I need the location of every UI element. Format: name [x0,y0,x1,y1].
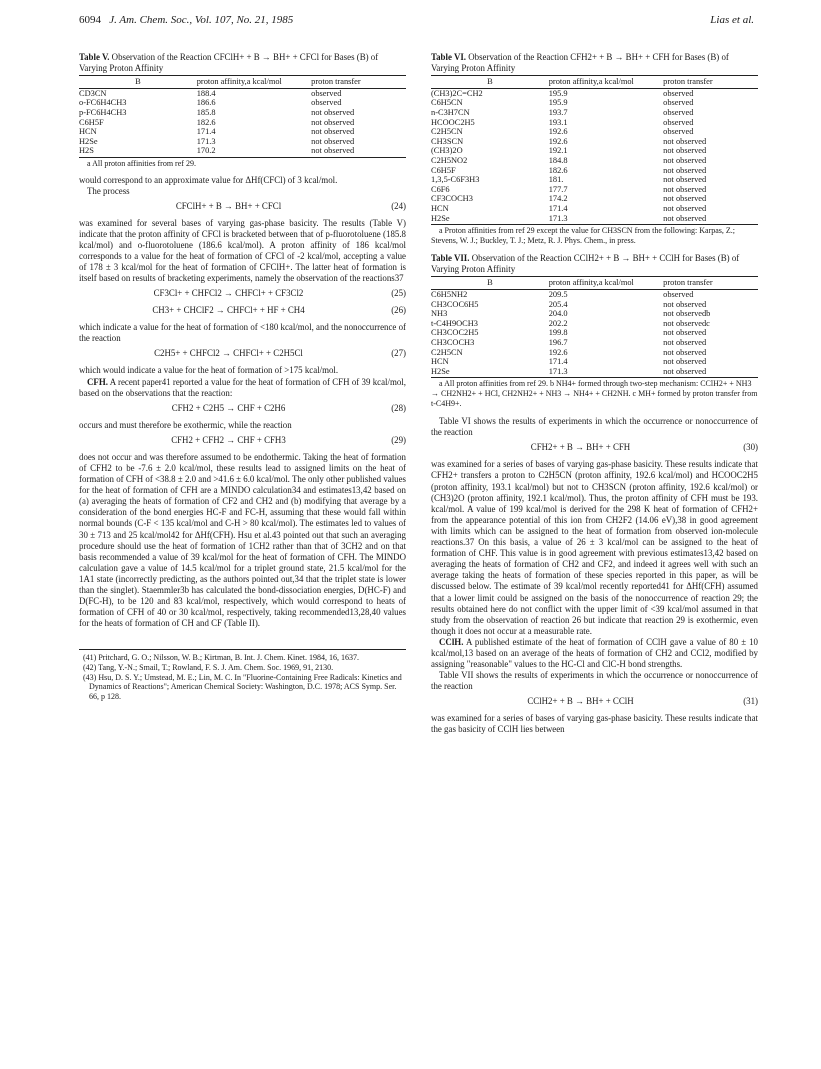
cell-proton-affinity: 171.3 [196,136,216,146]
table-6-caption: Table VI. Observation of the Reaction CFH2+ + B → BH+ + CFH for Bases (B) of Varying Proton Affinity [431,52,729,74]
equation-25 [79,288,406,301]
table-row [431,328,758,338]
cell-proton-affinity: 171.4 [196,127,216,137]
table-row [431,357,758,367]
equation-text: CFClH+ + B → BH+ + CFCl [175,200,282,211]
equation-text: CFH2 + C2H5 → CHF + C2H6 [171,402,286,413]
table-7-footnote: a All proton affinities from ref 29. b NH4+ formed through two-step mechanism: CClH2+ + NH3 → CH2NH2+ + HCl, CH2NH2+ + NH3 → NH4+ + CH2NH. c MH+ formed by proton transfer from t-C4H9+. [431,379,758,408]
cell-base: CH3COC2H5 [431,328,479,338]
cell-proton-transfer: observed [663,127,694,137]
table-row [79,118,406,128]
equation-number: (24) [391,200,406,211]
cell-proton-transfer: not observed [311,127,355,137]
cell-proton-affinity: 195.9 [548,88,568,98]
reference-41: (41) Pritchard, G. O.; Nilsson, W. B.; Kirtman, B. Int. J. Chem. Kinet. 1984, 16, 1637. [83,653,359,663]
section-heading-cclh: CClH. [439,636,464,647]
cell-base: HCN [431,203,449,213]
table-row [431,146,758,156]
cell-proton-affinity: 192.6 [548,136,568,146]
cell-base: CH3COC6H5 [431,299,479,309]
cell-proton-transfer: not observed [663,299,707,309]
paragraph: was examined for a series of bases of varying gas-phase basicity. These results indicate that the gas basicity of CClH lies between [431,713,758,735]
paragraph: would correspond to an approximate value for ΔHf(CFCl) of 3 kcal/mol. [79,174,338,185]
paragraph-cclh [431,637,758,670]
equation-number: (31) [743,696,758,707]
cell-base: t-C4H9OCH3 [431,318,478,328]
cell-base: (CH3)2O [431,146,463,156]
table-5-grid [79,75,406,158]
equation-27 [79,348,406,361]
cell-base: C6H5CN [431,98,463,108]
cell-proton-transfer: observed [663,98,694,108]
cell-base: CF3COCH3 [431,194,473,204]
journal-citation: J. Am. Chem. Soc., Vol. 107, No. 21, 1985 [109,14,294,26]
table-header-row [431,277,758,290]
equation-number: (27) [391,348,406,359]
paragraph-text: A published estimate of the heat of formation of CClH gave a value of 80 ± 10 kcal/mol,13 based on an average of the heats of formation of CH2 and CCl2, modified by assigning "reasonable" values to the HC-Cl and ClC-H bond strengths. [431,636,758,670]
paragraph: Table VI shows the results of experiments in which the occurrence or nonoccurrence of the reaction [431,416,758,438]
paragraph: which indicate a value for the heat of formation of <180 kcal/mol, and the nonoccurrence of the reaction [79,322,406,344]
equation-31 [431,696,758,709]
paragraph: occurs and must therefore be exothermic, while the reaction [79,419,292,430]
table-row [431,300,758,310]
table-row [431,290,758,300]
col-header-base: B [431,277,549,290]
cell-proton-affinity: 186.6 [196,98,216,108]
cell-proton-affinity: 192.6 [548,127,568,137]
table-row [431,166,758,176]
table-row [431,108,758,118]
cell-proton-affinity: 177.7 [548,184,568,194]
cell-base: 1,3,5-C6F3H3 [431,175,480,185]
cell-proton-affinity: 171.3 [549,214,663,225]
cell-base: C6H5NH2 [431,290,468,300]
cell-proton-transfer: not observed [663,165,707,175]
table-row [431,156,758,166]
equation-26 [79,305,406,318]
cell-base: C6H5F [431,165,456,175]
table-row [79,98,406,108]
table-7-caption: Table VII. Observation of the Reaction CClH2+ + B → BH+ + CClH for Bases (B) of Varying Proton Affinity [431,253,740,275]
cell-proton-transfer: not observed [311,146,406,157]
table-row [79,88,406,98]
cell-proton-transfer: not observed [663,203,707,213]
cell-base: C2H5NO2 [431,155,468,165]
header-left [79,14,293,26]
cell-proton-affinity: 204.0 [548,309,568,319]
cell-proton-transfer: not observedb [663,309,711,319]
table-6-footnote: a Proton affinities from ref 29 except the value for CH3SCN from the following: Karpas, Z.; Stevens, W. J.; Buckley, T. J.; Metz, R. J. Phys. Chem., in press. [431,226,736,245]
cell-base: H2Se [79,136,98,146]
cell-proton-affinity: 182.6 [196,117,216,127]
cell-base: NH3 [431,309,448,319]
cell-proton-affinity: 196.7 [548,338,568,348]
cell-proton-affinity: 195.9 [548,98,568,108]
paragraph-text: A recent paper41 reported a value for the heat of formation of CFH of 39 kcal/mol, based on the observations that the reaction: [79,376,406,398]
cell-proton-transfer: not observed [663,328,707,338]
cell-proton-transfer: observed [663,107,694,117]
cell-proton-affinity: 184.8 [548,155,568,165]
cell-base: H2Se [431,367,549,378]
cell-proton-affinity: 171.4 [548,357,568,367]
cell-proton-affinity: 188.4 [196,88,216,98]
cell-proton-transfer: not observed [663,338,707,348]
table-row [431,367,758,378]
equation-text: CFH2+ + B → BH+ + CFH [530,442,631,453]
table-row [431,175,758,185]
equation-number: (25) [391,288,406,299]
table-row [431,194,758,204]
table-row [431,214,758,225]
cell-base: C2H5CN [431,127,463,137]
reference-43: (43) Hsu, D. S. Y.; Umstead, M. E.; Lin, M. C. In "Fluorine-Containing Free Radicals: Kinetics and Dynamics of Reactions"; American Chemical Society: Washington, D.C. 1978; ACS Symp. Ser. 66, p 128. [83,672,402,701]
paragraph: was examined for several bases of varying gas-phase basicity. The results (Table V) indicate that the proton affinity of CFCl is bracketed between that of p-fluorotoluene (185.8 kcal/mol) and o-fluorotoluene (186.6 kcal/mol). A proton affinity of 186 kcal/mol corresponds to a value for the heat of formation of CFCl of -2 kcal/mol, accepting a value of 178 ± 3 kcal/mol for the heat of formation of CFClH+. The latter heat of formation is itself based on results of bracketing experiments, namely the observation of the reactions37 [79,217,406,284]
cell-proton-affinity: 171.3 [549,367,663,378]
page-number: 6094 [79,14,101,26]
col-header-proton-transfer: proton transfer [311,76,406,89]
equation-30 [431,442,758,455]
equation-29 [79,435,406,448]
cell-base: C6H5F [79,117,104,127]
cell-proton-transfer: not observed [663,155,707,165]
table-row [431,185,758,195]
cell-base: HCN [79,127,97,137]
cell-proton-transfer: not observed [663,367,758,378]
table-5 [79,52,406,169]
cell-proton-transfer: not observed [311,107,355,117]
cell-base: CD3CN [79,88,107,98]
col-header-proton-transfer: proton transfer [663,76,758,89]
cell-base: H2S [79,146,197,157]
paragraph: Table VII shows the results of experiments in which the occurrence or nonoccurrence of the reaction [431,670,758,692]
cell-base: n-C3H7CN [431,107,470,117]
cell-proton-affinity: 185.8 [196,107,216,117]
cell-proton-transfer: not observed [311,117,355,127]
cell-proton-transfer: not observed [663,175,707,185]
cell-proton-affinity: 205.4 [548,299,568,309]
cell-proton-affinity: 170.2 [197,146,311,157]
header-authors: Lias et al. [710,14,754,26]
paragraph-cfh [79,377,406,399]
equation-number: (26) [391,305,406,316]
table-row [431,127,758,137]
cell-proton-affinity: 192.1 [548,146,568,156]
equation-24 [79,201,406,214]
table-5-footnote: a All proton affinities from ref 29. [87,158,196,168]
table-6-grid [431,75,758,225]
equation-number: (29) [391,434,406,445]
table-row [79,146,406,157]
paragraph: The process [87,185,130,196]
table-row [79,108,406,118]
equation-text: C2H5+ + CHFCl2 → CHFCl+ + C2H5Cl [154,348,303,359]
reference-42: (42) Tang, Y.-N.; Smail, T.; Rowland, F. S. J. Am. Chem. Soc. 1969, 91, 2130. [83,662,334,672]
cell-proton-affinity: 181. [548,175,564,185]
cell-proton-transfer: not observed [663,146,707,156]
equation-text: CH3+ + CHClF2 → CHFCl+ + HF + CH4 [152,305,305,316]
paragraph: does not occur and was therefore assumed to be endothermic. Taking the heat of formation of CFH2 to be -7.6 ± 2.0 kcal/mol, these results lead to assigned limits on the heat of formation of CFH of <38.8 ± 2.0 and >41.6 ± 6.0 kcal/mol. The only other published values for the heat of formation of CFH are a MINDO calculation34 and estimates13,42 based on (a) averaging the heats of formation of CF2 and CH2 and (b) modifying that average by a consideration of the bond energies HC-F and FC-H, assuming that these would fall within normal bounds (C-F < 135 kcal/mol and C-H > 80 kcal/mol). The estimates led to values of 30 ± 713 and 25 kcal/mol42 for ΔHf(CFH). Hsu et al.43 pointed out that such an averaging procedure should use the heat of formation of 1CH2 rather than that of 3CH2 and on that basis recommended a value of 39 kcal/mol for the heat of formation of CFH. The MINDO calculation gave a value of 14.5 kcal/mol for a triplet ground state, 21.5 kcal/mol for the 1A1 state (incorrectly predicting, as the authors pointed out,34 that the triplet state is lower than the singlet). Staemmler3b has calculated the bond-dissociation energies, D(HC-F) and D(FC-H), to be 120 and 83 kcal/mol, respectively, which would correspond to heats of formation of CFH of 40 or 30 kcal/mol, respectively, taking recommended13,28,40 values for the heats of formation of CH and CF (Table II). [79,451,406,629]
cell-proton-transfer: not observedc [663,318,710,328]
section-heading-cfh: CFH. [87,376,108,387]
left-column [79,52,406,701]
cell-proton-transfer: not observed [663,194,707,204]
cell-proton-transfer: observed [311,98,342,108]
table-7-grid [431,276,758,378]
cell-base: p-FC6H4CH3 [79,107,127,117]
equation-text: CFH2 + CFH2 → CHF + CFH3 [171,434,286,445]
paragraph: was examined for a series of bases of varying gas-phase basicity. These results indicate that CFH2+ transfers a proton to C2H5CN (proton affinity, 192.6 kcal/mol) and HCOOC2H5 (proton affinity, 193.1 kcal/mol) but not to CH3SCN (proton affinity, 192.6 kcal/mol) or (CH3)2O (proton affinity, 192.1 kcal/mol). Thus, the proton affinity of CFH must be 193. kcal/mol. A value of 199 kcal/mol is derived for the 298 K heat of formation of CFH2+ from the appearance potential of this ion from CH2F2 (14.06 eV),38 in good agreement with limits which can be assigned to the heat of formation from observed ion-molecule reactions.37 On this basis, a value of 26 ± 3 kcal/mol can be assigned to the heat of formation of CHF. This value is in good agreement with previous estimates13,42 based on averaging the heats of formation of CH2 and CF2, and indeed it agrees well with such an average taking the heats of formation of these species reported in this paper, as will be discussed below. The estimate of 39 kcal/mol recently reported41 for ΔHf(CFH) assumed that a lower limit could be assigned on the basis of the nonoccurrence of reaction 29; the results obtained here do not conflict with the upper limit of <39 kcal/mol assumed in that study from the observation of reaction 26 but indicate that reaction 29 is exothermic, even though it does not occur at a measurable rate. [431,459,758,636]
cell-proton-transfer: observed [663,290,694,300]
table-header-row [431,76,758,89]
table-7 [431,253,758,408]
cell-base: HCN [431,357,449,367]
cell-proton-transfer: not observed [663,347,707,357]
cell-base: o-FC6H4CH3 [79,98,127,108]
table-row [431,348,758,358]
cell-proton-transfer: not observed [663,184,707,194]
cell-proton-transfer: observed [663,117,694,127]
cell-proton-affinity: 209.5 [548,290,568,300]
cell-proton-transfer: not observed [663,357,707,367]
cell-proton-affinity: 202.2 [548,318,568,328]
table-6 [431,52,758,245]
cell-base: C6F6 [431,184,450,194]
col-header-proton-affinity: proton affinity,a kcal/mol [549,76,663,89]
table-row [431,338,758,348]
cell-proton-transfer: observed [311,88,342,98]
cell-proton-affinity: 193.1 [548,117,568,127]
table-header-row [79,76,406,89]
cell-proton-affinity: 171.4 [548,203,568,213]
running-header [79,14,754,30]
paragraph: which would indicate a value for the heat of formation of >175 kcal/mol. [79,365,339,376]
table-row [431,88,758,98]
equation-text: CClH2+ + B → BH+ + CClH [527,696,634,707]
cell-base: CH3COCH3 [431,338,475,348]
cell-base: (CH3)2C=CH2 [431,88,483,98]
col-header-base: B [79,76,197,89]
table-row [431,118,758,128]
cell-proton-affinity: 193.7 [548,107,568,117]
equation-28 [79,403,406,416]
cell-proton-transfer: observed [663,88,694,98]
cell-base: H2Se [431,214,549,225]
equation-text: CF3Cl+ + CHFCl2 → CHFCl+ + CF3Cl2 [153,288,304,299]
col-header-proton-affinity: proton affinity,a kcal/mol [549,277,663,290]
cell-proton-affinity: 199.8 [548,328,568,338]
cell-base: HCOOC2H5 [431,117,475,127]
col-header-proton-transfer: proton transfer [663,277,758,290]
table-row [431,137,758,147]
cell-base: C2H5CN [431,347,463,357]
cell-proton-affinity: 174.2 [548,194,568,204]
table-row [79,137,406,147]
cell-proton-affinity: 182.6 [548,165,568,175]
table-row [431,309,758,319]
equation-number: (30) [743,442,758,453]
table-5-caption: Table V. Observation of the Reaction CFClH+ + B → BH+ + CFCl for Bases (B) of Varying Proton Affinity [79,52,379,74]
cell-base: CH3SCN [431,136,464,146]
table-row [431,319,758,329]
references [79,649,406,701]
right-column [431,52,758,736]
col-header-base: B [431,76,549,89]
table-row [79,127,406,137]
equation-number: (28) [391,402,406,413]
cell-proton-transfer: not observed [311,136,355,146]
cell-proton-transfer: not observed [663,214,758,225]
col-header-proton-affinity: proton affinity,a kcal/mol [197,76,311,89]
table-row [431,98,758,108]
cell-proton-transfer: not observed [663,136,707,146]
cell-proton-affinity: 192.6 [548,347,568,357]
table-row [431,204,758,214]
